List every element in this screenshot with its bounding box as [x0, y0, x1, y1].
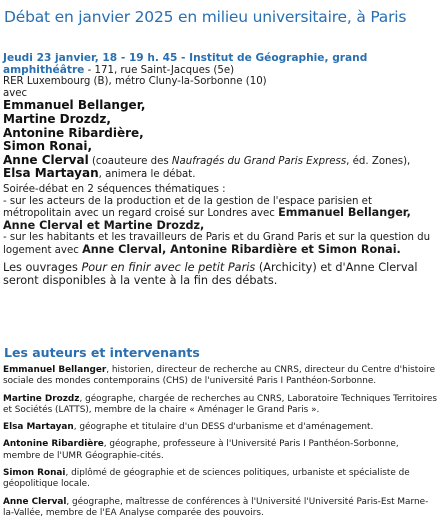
- author-entry: [3, 394, 438, 417]
- speaker-name: Martine Drozdz,: [3, 111, 111, 126]
- event-header: [3, 53, 438, 76]
- moderator-note: , animera le débat.: [98, 169, 196, 181]
- event-block: [3, 53, 438, 287]
- book-title: Pour en finir avec le petit Paris: [81, 260, 256, 274]
- speaker-note: , éd. Zones),: [346, 155, 411, 167]
- author-name: Emmanuel Bellanger: [3, 365, 107, 375]
- event-transport: RER Luxembourg (B), métro Cluny-la-Sorbonne (10): [3, 76, 267, 88]
- speaker-name: Emmanuel Bellanger,: [3, 98, 146, 113]
- authors-section-title: Les auteurs et intervenants: [4, 345, 200, 360]
- sequence-2: [3, 232, 438, 256]
- author-bio: , diplômé de géographie et de sciences politiques, urbaniste et spécialiste de géopolitique locale.: [3, 468, 410, 490]
- author-bio: , géographe, chargée de recherches au CNRS, Laboratoire Techniques Territoires et Sociétés (LATTS), membre de la chaire « Aménager le Grand Paris ».: [3, 393, 437, 415]
- authors-list: [3, 365, 438, 525]
- closing-note: [3, 261, 438, 287]
- event-avec: avec: [3, 87, 28, 99]
- book-title: Naufragés du Grand Paris Express: [171, 155, 347, 167]
- sequence-2-text: - sur les habitants et les travailleurs de Paris et du Grand Paris et sur la question du logement avec: [3, 232, 431, 256]
- sequence-1-speakers: Emmanuel Bellanger, Anne Clerval et Martine Drozdz,: [3, 206, 411, 232]
- author-name: Anne Clerval: [3, 496, 67, 507]
- author-entry: [3, 365, 438, 388]
- speaker-name: Antonine Ribardière,: [3, 125, 144, 140]
- sequence-2-speakers: Anne Clerval, Antonine Ribardière et Simon Ronai.: [82, 242, 401, 256]
- author-name: Simon Ronai: [3, 468, 66, 479]
- author-bio: , historien, directeur de recherche au CNRS, directeur du Centre d'histoire sociale des mondes contemporains (CHS) de l'université Paris I Panthéon-Sorbonne.: [3, 365, 436, 387]
- speaker-name: Anne Clerval: [3, 152, 89, 167]
- page-title: Débat en janvier 2025 en milieu universitaire, à Paris: [4, 8, 407, 26]
- closing-text: Les ouvrages: [3, 260, 82, 274]
- author-entry: [3, 422, 438, 433]
- author-name: Martine Drozdz: [3, 393, 80, 404]
- moderator-name: Elsa Martayan: [3, 166, 99, 181]
- sequence-1: [3, 196, 438, 233]
- speaker-note: (coauteure des: [88, 155, 172, 167]
- author-name: Elsa Martayan: [3, 422, 74, 433]
- author-entry: [3, 439, 438, 462]
- author-bio: , géographe, professeure à l'Université Paris I Panthéon-Sorbonne, membre de l'UMR Géographie-cités.: [3, 439, 399, 461]
- author-name: Antonine Ribardière: [3, 439, 104, 450]
- speaker-list: [3, 99, 438, 181]
- soiree-intro: Soirée-débat en 2 séquences thématiques :: [3, 183, 226, 195]
- sequence-1-text: - sur les acteurs de la production et de la gestion de l'espace parisien et métropolitain avec un regard croisé sur Londres avec: [3, 195, 372, 220]
- author-bio: , géographe et titulaire d'un DESS d'urbanisme et d'aménagement.: [73, 422, 374, 433]
- closing-text: (Archicity) et d'Anne Clerval seront disponibles à la vente à la fin des débats.: [3, 260, 418, 287]
- event-address: - 171, rue Saint-Jacques (5e): [84, 64, 235, 76]
- event-date-place: Jeudi 23 janvier, 18 - 19 h. 45 - Institut de Géographie, grand amphithéâtre: [3, 52, 368, 76]
- author-entry: [3, 497, 438, 520]
- speaker-name: Simon Ronai,: [3, 139, 93, 154]
- author-bio: , géographe, maîtresse de conférences à l'Université l'Université Paris-Est Marne-la-Vallée, membre de l'EA Analyse comparée des pouvoirs.: [3, 496, 429, 518]
- author-entry: [3, 468, 438, 491]
